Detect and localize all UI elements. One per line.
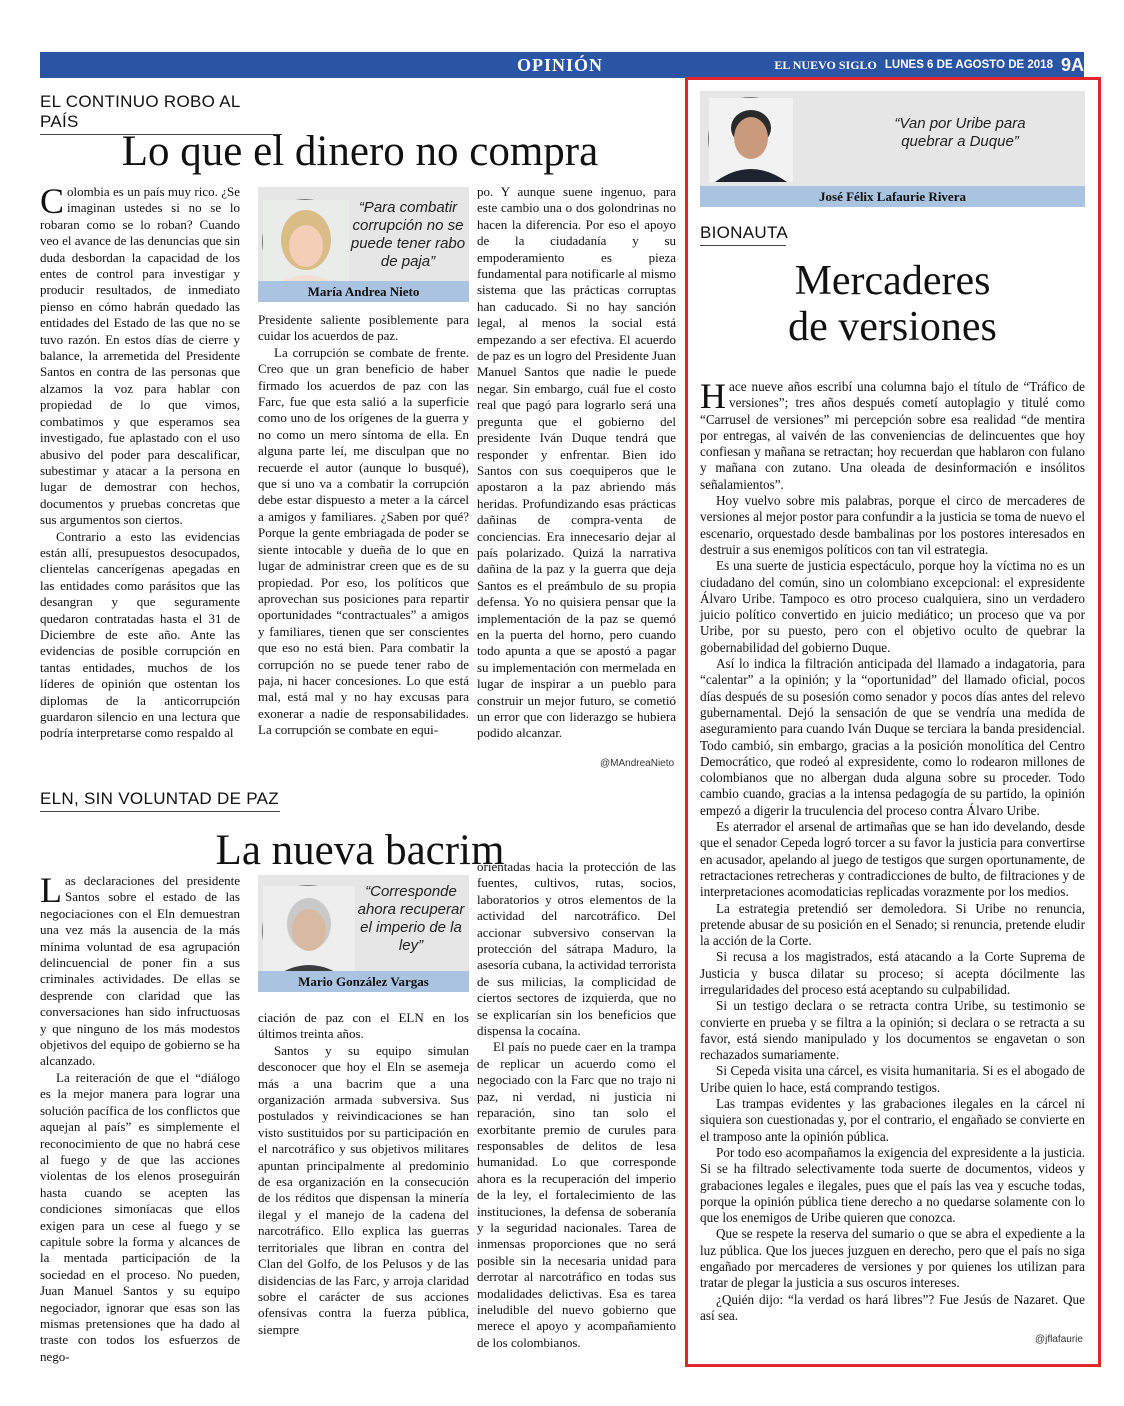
author-name: José Félix Lafaurie Rivera	[700, 186, 1085, 207]
article2-column-3	[477, 859, 676, 1353]
article3-paragraph: Es aterrador el arsenal de artimañas que se han ido develando, desde que el senador Cepeda logró torcer a su favor la justicia para convertirse en acusador, apelando al juego de testigos que surgen oportunamente, de retractaciones retrecheras y contradicciones de bulto, de filtraciones y de interpretaciones acomodaticias replicadas vorazmente por los medios.	[700, 819, 1085, 900]
article1-kicker: EL CONTINUO ROBO AL PAÍS	[40, 92, 282, 135]
article2-column-2	[258, 1010, 469, 1353]
author-photo	[262, 885, 354, 977]
article1-paragraph: Contrario a esto las evidencias están allí, presupuestos desocupados, clientelas cancerígenas apegadas en las entidades como parásitos que las desangran y que seguramente quedaron contratadas hasta el 31 de Diciembre de este año. Ante las evidencias de posible corrupción en tantas entidades, muchos de los líderes de opinión que ostentan los diplomas de la anticorrupción guardaron silencio en una lectura que podría interpretarse como respaldo al	[40, 528, 240, 741]
article2-paragraph: La reiteración de que el “diálogo es la mejor manera para lograr una solución pacífica de los conflictos que aquejan al país” es simplemente el reconocimiento de que no habrá cese al fuego y de que las acciones violentas de los elenos proseguirán hasta cuando se acepten las condiciones simoníacas que ellos exigen para un cese al fuego y se capitule sobre la forma y alcances de la mentada participación de la sociedad en el proceso. No pueden, Juan Manuel Santos y su equipo negociador, ignorar que esas son las mismas pretensiones que ha dado al traste con todos los esfuerzos de nego-	[40, 1069, 240, 1364]
article3-paragraph: Que se respete la reserva del sumario o que se abra el expediente a la luz pública. Que los jueces juzguen en derecho, pero que el país no siga engañado por mercaderes de versiones y por quienes los utilizan para tratar de plegar la justicia a sus oscuros intereses.	[700, 1226, 1085, 1291]
publication-date: LUNES 6 DE AGOSTO DE 2018	[884, 59, 1053, 71]
article3-dropcap: H	[700, 376, 726, 416]
article1-column-3	[477, 184, 676, 766]
section-name: OPINIÓN	[516, 55, 603, 75]
author-portrait-icon	[709, 98, 793, 182]
author-handle: @jflafaurie	[1035, 1334, 1083, 1345]
article2-paragraph: Santos y su equipo simulan desconocer que hoy el Eln se asemeja más a una bacrim que a una organización armada subversiva. Sus postulados y reivindicaciones se han visto sustituidos por su participación en el narcotráfico y sus objetivos militares apuntan principalmente al predominio de esa organización en la consecución de los réditos que dispensan la minería ilegal y el manejo de la cadena del narcotráfico. Ello explica las guerras territoriales que libran en contra del Clan del Golfo, de los Pelusos y de las disidencias de las Farc, y arroja claridad sobre el carácter de sus acciones ofensivas contra la fuerza pública, siempre	[258, 1042, 469, 1337]
newspaper-name: EL NUEVO SIGLO	[774, 57, 877, 72]
article3-paragraph: Las trampas evidentes y las grabaciones ilegales en la cárcel ni siquiera son cuestionadas y, por el contrario, el engañado se convierte en el tramposo ante la opinión pública.	[700, 1096, 1085, 1144]
page-number: 9A	[1060, 54, 1084, 75]
article2-dropcap: L	[40, 870, 62, 910]
article3-paragraph: Si recusa a los magistrados, está atacando a la Corte Suprema de Justicia y busca dilatar su proceso; si acepta dócilmente las irregularidades del proceso está aceptando su culpabilidad.	[700, 949, 1085, 997]
article3-headline-line-1: Mercaderes	[794, 258, 991, 304]
author-photo	[262, 199, 348, 285]
article3-body	[700, 376, 1085, 1331]
pull-quote: “Corresponde ahora recuperar el imperio de la ley”	[357, 883, 465, 954]
article3-quote-box	[700, 91, 1085, 186]
article3-paragraph: Es una suerte de justicia espectáculo, porque hoy la víctima no es un ciudadano del común, sino un colombiano excepcional: el expresidente Álvaro Uribe. Tampoco es otro proceso cualquiera, sino un verdadero juicio político convertido en juicio mediático; un proceso que va por Uribe, por su puesto, pero con el objetivo oculto de quebrar la gobernabilidad del gobierno Duque.	[700, 558, 1085, 655]
article2-column-1	[40, 870, 241, 1364]
article2-kicker: ELN, SIN VOLUNTAD DE PAZ	[40, 789, 280, 812]
article2-headline: La nueva bacrim	[215, 827, 505, 874]
article3-paragraph: Hoy vuelvo sobre mis palabras, porque el circo de mercaderes de versiones al mejor postor para confundir a la justicia se toma de nuevo el escenario, orquestado desde bambalinas por los postores interesados en destruir a sus enemigos políticos con tan vil estrategia.	[700, 493, 1085, 557]
article3-paragraph: Por todo eso acompañamos la exigencia del expresidente a la justicia. Si se ha filtrado selectivamente toda suerte de documentos, videos y grabaciones legales e ilegales, pues que el país las vea y escuche todas, porque la opinión pública tiene derecho a no quedarse solamente con lo que los enemigos de Uribe quieren que conozca.	[700, 1144, 1085, 1226]
article3-paragraph: ¿Quién dijo: “la verdad os hará libres”? Fue Jesús de Nazaret. Que así sea.	[700, 1291, 1085, 1323]
article3-kicker: BIONAUTA	[700, 223, 786, 246]
article1-headline: Lo que el dinero no compra	[121, 128, 599, 175]
article2-paragraph: El país no puede caer en la trampa de replicar un acuerdo como el negociado con la Farc que no trajo ni paz, ni verdad, ni justicia ni reparación, sino tan solo el exorbitante premio de curules para responsables de delitos de lesa humanidad. Lo que corresponde ahora es la recuperación del imperio de la ley, el fortalecimiento de las instituciones, la defensa de soberanía y la seguridad nacionales. Tarea de inmensas proporciones que no será posible sin la necesaria unidad para derrotar al narcotráfico en todas sus modalidades delictivas. Esa es tarea ineludible del nuevo gobierno que merece el apoyo y acompañamiento de los colombianos.	[477, 1039, 676, 1350]
author-portrait-icon	[263, 200, 349, 286]
article3-paragraph: La estrategia pretendió ser demoledora. Si Uribe no renuncia, pretende abusar de su posición en el Senado; si renuncia, pretende eludir la acción de la Corte.	[700, 900, 1085, 949]
article2-paragraph: as declaraciones del presidente Santos sobre el estado de las negociaciones con el Eln demuestran una vez más la ausencia de la más mínima voluntad de esa agrupación delincuencial de poner fin a sus criminales actividades. De ellas se desprende con claridad que las conversaciones han sido infructuosas y que ninguno de los más modestos objetivos del equipo de gobierno se ha alcanzado.	[40, 873, 241, 1069]
author-handle: @MAndreaNieto	[600, 758, 675, 769]
pull-quote: “Van por Uribe para quebrar a Duque”	[894, 115, 1026, 150]
article2-paragraph: orientadas hacia la protección de las fuentes, cultivos, rutas, socios, laboratorios y otros elementos de la actividad del narcotráfico. Del accionar subversivo conservan la protección del sátrapa Maduro, la asesoría cubana, la actividad terrorista de sus milicias, la complicidad de ciertos sectores de izquierda, que no se explicarían sin los beneficios que dispensa la cocaína.	[477, 859, 676, 1039]
article3-paragraph: Si Cepeda visita una cárcel, es visita humanitaria. Si es el abogado de Uribe quien lo hace, está comprando testigos.	[700, 1063, 1085, 1095]
article3-headline	[700, 258, 1085, 350]
author-name: María Andrea Nieto	[258, 281, 469, 302]
article3-paragraph: Si un testigo declara o se retracta contra Uribe, su testimonio se convierte en prueba y se filtra a la opinión; si declara o se retracta a su favor, está siendo manipulado y los documentos se engavetan o son rechazados sumariamente.	[700, 998, 1085, 1063]
header-info	[774, 52, 1084, 78]
pull-quote: “Para combatir corrupción no se puede tener rabo de paja”	[350, 199, 466, 270]
article3-paragraph: Así lo indica la filtración anticipada del llamado a indagatoria, para “calentar” a la opinión; y la “oportunidad” del llamado oficial, pocos días después de su posesión como senador y pocos días antes del relevo gubernamental. Dejó la sensación de que se vendría una medida de aseguramiento para cuando Iván Duque se terciara la banda presidencial. Todo cambió, sin embargo, gracias a la posición monolítica del Centro Democrático, que rodeó al expresidente, como lo rodearon millones de colombianos que no albergan duda alguna sobre su proceder. Todo cambio cuando, gracias a la intensa pedagogía de su partido, la opinión empezó a digerir la truculencia del proceso contra Álvaro Uribe.	[700, 656, 1085, 818]
article1-paragraph: po. Y aunque suene ingenuo, para este cambio una o dos golondrinas no hacen la diferencia. Por eso el apoyo de la ciudadanía y su empoderamiento es pieza fundamental para notificarle al mismo sistema que las prácticas corruptas han caducado. Si no hay sanción legal, al menos la social está empezando a ser efectiva. El acuerdo de paz es un logro del Presidente Juan Manuel Santos que nadie le puede negar. Sin embargo, cuál fue el costo real que pagó para lograrlo será una pregunta que el gobierno del presidente Iván Duque tendrá que responder y enfrentar. Bien ido Santos con sus coequiperos que le apostaron a la paz abriendo más heridas. Profundizando esas prácticas dañinas de compra-venta de conciencias. Era innecesario dejar al país polarizado. Quizá la narrativa dañina de la paz y la guerra que deja Santos es el preámbulo de su propia defensa. Yo no quisiera pensar que la implementación de la paz se quemó en la puerta del horno, pero cuando todo apunta a que se apostó a pagar su implementación con mermelada en lugar de inspirar a un pueblo para construir un mejor futuro, se cometió un error que con liderazgo se hubiera podido alcanzar.	[477, 184, 676, 741]
article1-paragraph: olombia es un país muy rico. ¿Se imaginan ustedes si no se lo robaran como se lo roban? Cuando veo el avance de las denuncias que sin duda desbordan la capacidad de los entes de control para investigar y producir resultados, de inmediato pienso en cómo habrán quedado las entidades del Estado de las que no se tuvo razón. En estos días de cierre y balance, la arremetida del Presidente Santos en contra de las personas que alzamos la voz para hablar con propiedad de lo que vimos, combatimos y que esperamos sea investigado, fue aplastado con el uso abusivo del poder para descalificar, subestimar y atacar a la persona en lugar de demostrar con hechos, documentos y pruebas concretas que sus argumentos son ciertos.	[40, 184, 240, 528]
author-name: Mario González Vargas	[258, 971, 469, 992]
author-portrait-icon	[263, 886, 355, 978]
article1-paragraph: La corrupción se combate de frente. Creo que un gran beneficio de haber firmado los acuerdos de paz con las Farc, fue que esta salió a la superficie como uno de los orígenes de la guerra y no como un mero síntoma de ella. En alguna parte leí, me disculpan que no recuerde el autor (aunque lo busqué), que si uno va a combatir la corrupción debe estar dispuesto a meter a la cárcel a amigos y familiares. ¿Saben por qué? Porque la gente embriagada de poder se siente intocable y dueña de lo que en lugar de administrar creen que es de su propiedad. Por eso, los políticos que aprovechan sus posiciones para repartir oportunidades “contractuales” a amigos y familiares, tienen que ser conscientes que eso no está bien. Para combatir la corrupción no se puede tener rabo de paja, ni hacer concesiones. Lo que está mal, está mal y no hay excusas para exonerar a nadie de responsabilidades. La corrupción se combate en equi-	[258, 344, 469, 738]
article2-paragraph: ciación de paz con el ELN en los últimos treinta años.	[258, 1010, 469, 1042]
article1-column-1	[40, 181, 240, 802]
author-photo	[708, 97, 792, 181]
article1-paragraph: Presidente saliente posiblemente para cuidar los acuerdos de paz.	[258, 312, 469, 344]
article3-headline-line-2: de versiones	[788, 304, 997, 350]
article1-dropcap: C	[40, 181, 65, 221]
article3-paragraph: ace nueve años escribí una columna bajo el título de “Tráfico de versiones”; tres años después cometí autoplagio y titulé como “Carrusel de versiones” mi percepción sobre esa realidad “de mentira por entregas, al vaivén de las conveniencias de delincuentes que hoy confiesan y mañana se retractan; hoy recuerdan que hablaron con fulano y mañana con zutano. Una oleada de desinformación e insólitos señalamientos”.	[700, 379, 1085, 492]
article1-column-2	[258, 312, 469, 802]
